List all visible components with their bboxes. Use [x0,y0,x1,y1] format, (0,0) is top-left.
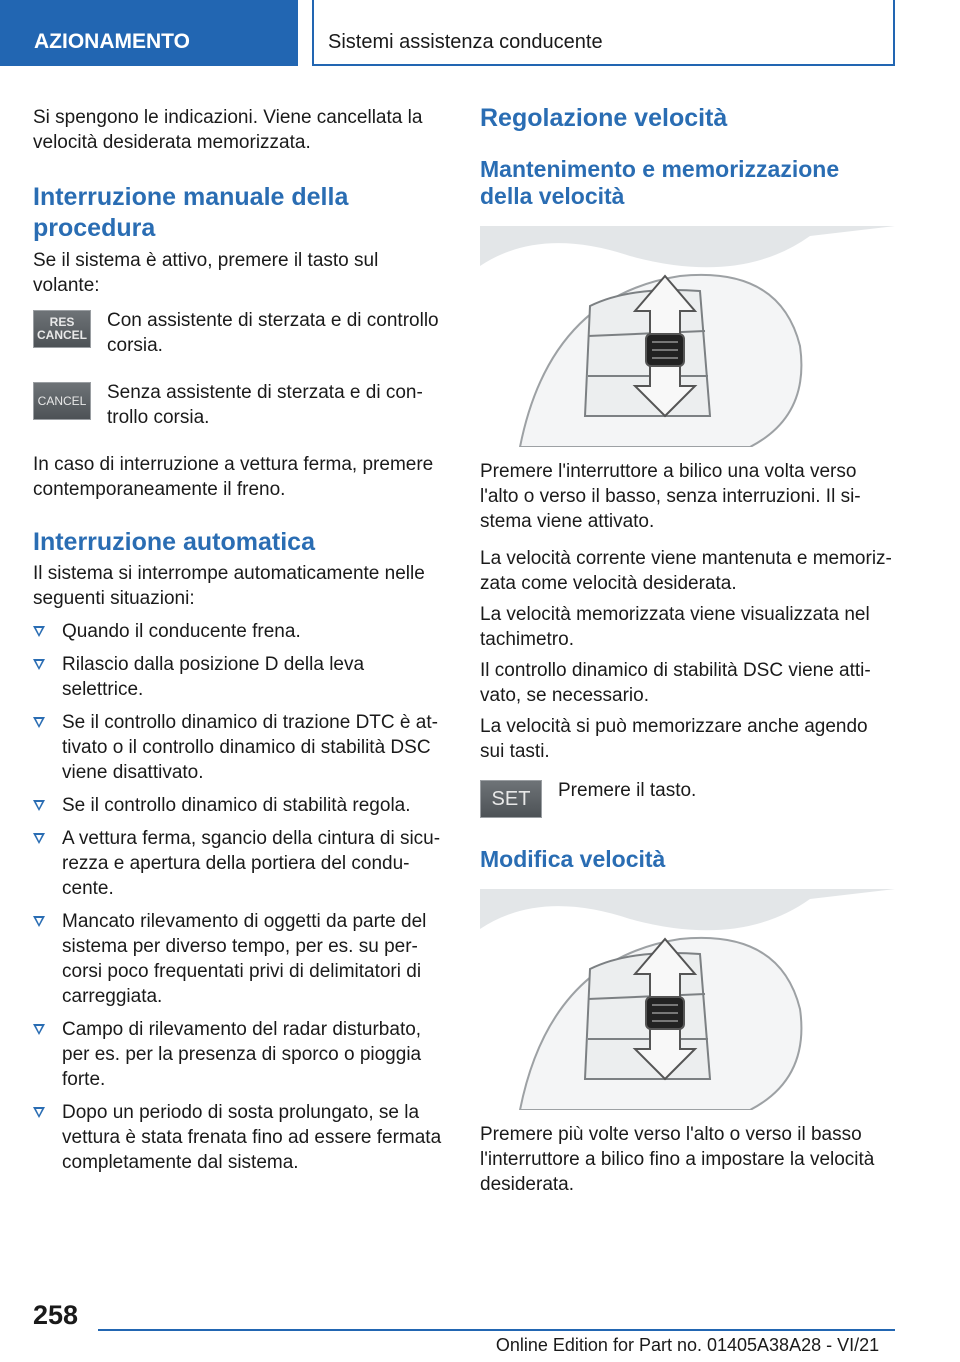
right-column [480,100,895,1197]
standstill-paragraph: In caso di interruzione a vettura ferma, premere contemporaneamente il freno. [33,454,434,500]
list-item: Dopo un periodo di sosta prolungato, se la vettura è stata frenata fino ad essere fermata completamente dal sistema. [33,1100,449,1175]
chapter-tab: AZIONAMENTO [0,0,298,66]
res-cancel-row [33,308,449,358]
steering-wheel-rocker-illustration [480,226,895,447]
page-header-title: Sistemi assistenza conducente [312,0,895,66]
footer-divider [98,1329,895,1331]
steering-wheel-rocker-illustration-2 [480,889,895,1110]
list-item: Campo di rilevamento del radar disturbato, per es. per la presenza di sporco o pioggia forte. [33,1017,449,1092]
dsc-paragraph: Il controllo dinamico di stabilità DSC viene attivato, se necessario. [480,660,871,706]
set-button-icon [480,780,542,818]
set-row [480,778,895,818]
current-speed-paragraph: La velocità corrente viene mantenuta e memorizzata come velocità desiderata. [480,548,892,594]
speed-keep-store-heading: Mantenimento e memorizzazione della velocità [480,156,840,209]
list-item: A vettura ferma, sgancio della cintura di sicurezza e apertura della portiera del conducente. [33,826,449,901]
speedometer-paragraph: La velocità memorizzata viene visualizzata nel tachimetro. [480,604,870,650]
triangle-bullet-icon [33,717,45,728]
set-description: Premere il tasto. [558,780,697,801]
cancel-description: Senza assistente di sterzata e di controllo corsia. [107,382,423,428]
edition-footer: Online Edition for Part no. 01405A38A28 - VI/21 [495,1335,880,1355]
triangle-bullet-icon [33,659,45,670]
change-speed-heading: Modifica velocità [480,846,666,872]
res-cancel-icon-label-top: RES [49,315,75,329]
automatic-interruption-text: Il sistema si interrompe automaticamente nelle seguenti situazioni: [33,563,425,609]
list-item: Quando il conducente frena. [33,619,449,644]
cancel-icon-label: CANCEL [37,393,87,408]
manual-interruption-heading: Interruzione manuale della procedura [33,183,349,242]
res-cancel-icon-label-bottom: CANCEL [37,328,87,342]
res-cancel-description: Con assistente di sterzata e di controllo corsia. [107,310,439,356]
page-number: 258 [33,1300,79,1330]
manual-interruption-text: Se il sistema è attivo, premere il tasto sul volante: [33,250,379,296]
triangle-bullet-icon [33,1107,45,1118]
change-speed-paragraph: Premere più volte verso l'alto o verso il basso l'interruttore a bilico fino a impostare la velocità desiderata. [480,1124,875,1195]
list-item: Se il controllo dinamico di trazione DTC è attivato o il controllo dinamico di stabilità DSC viene disattivato. [33,710,449,785]
speed-control-heading: Regolazione velocità [480,104,728,132]
list-item: Mancato rilevamento di oggetti da parte del sistema per diverso tempo, per es. su percorsi poco frequentati privi di delimitatori di carreggiata. [33,909,449,1009]
left-column [33,100,449,1183]
buttons-paragraph: La velocità si può memorizzare anche agendo sui tasti. [480,716,868,762]
intro-paragraph: Si spengono le indicazioni. Viene cancellata la velocità desiderata memorizzata. [33,107,423,153]
automatic-interruption-heading: Interruzione automatica [33,528,315,556]
triangle-bullet-icon [33,916,45,927]
res-cancel-button-icon [33,310,91,348]
triangle-bullet-icon [33,800,45,811]
list-item: Rilascio dalla posizione D della leva selettrice. [33,652,449,702]
triangle-bullet-icon [33,626,45,637]
cancel-row [33,380,449,430]
triangle-bullet-icon [33,833,45,844]
cancel-button-icon [33,382,91,420]
rocker-switch-icon [480,226,895,447]
triangle-bullet-icon [33,1024,45,1035]
list-item: Se il controllo dinamico di stabilità regola. [33,793,449,818]
rocker-switch-icon [480,889,895,1110]
rocker-paragraph: Premere l'interruttore a bilico una volta verso l'alto o verso il basso, senza interruzioni. Il sistema viene attivato. [480,461,861,532]
interruption-conditions-list [33,619,449,1175]
set-icon-label: SET [491,787,531,810]
